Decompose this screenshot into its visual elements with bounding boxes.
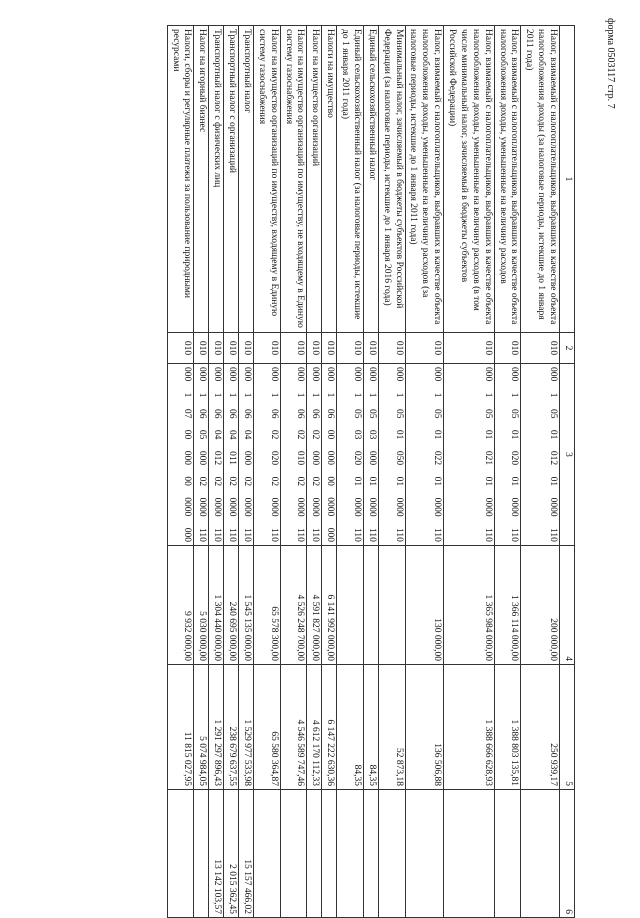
code-part: 000	[325, 450, 336, 465]
code-part: 1	[393, 392, 404, 398]
code-part: 04	[227, 430, 238, 440]
code-part: 1	[182, 392, 193, 398]
code-parts	[365, 367, 377, 542]
indicator-name: Налог, взимаемый с налогоплательщиков, выбравших в качестве объекта налогообложения доходы, уменьшенные на величину расходов	[494, 26, 521, 333]
code-part: 0000	[182, 497, 193, 517]
code-part: 1	[295, 392, 306, 398]
indicator-name: Налог, взимаемый с налогоплательщиков, выбравших в качестве объекта налогообложения доходы (за налоговые периоды, истекшие до 1 января 2011 года)	[521, 26, 560, 333]
code-part: 01	[432, 476, 443, 487]
code-part: 01	[482, 429, 493, 440]
code-parts	[309, 367, 321, 542]
code-part: 0000	[325, 497, 336, 517]
executed-amount: 11 815 027,95	[167, 665, 194, 790]
budget-classification-code	[167, 364, 194, 546]
code-part: 110	[212, 528, 223, 542]
executed-amount: 250 939,17	[521, 665, 560, 790]
code-part: 000	[352, 367, 362, 382]
code-part: 02	[268, 476, 279, 487]
code-part: 110	[548, 528, 559, 542]
code-part: 02	[197, 476, 208, 487]
code-part: 110	[227, 528, 238, 542]
code-part: 000	[325, 527, 336, 542]
code-part: 00	[182, 429, 193, 440]
unexecuted-amount	[167, 790, 194, 918]
indicator-name: Налог на игорный бизнес	[194, 26, 209, 333]
indicator-name: Налог, взимаемый с налогоплательщиков, выбравших в качестве объекта налогообложения доходы, уменьшенные на величину расходов (за налоговые периоды, истекшие до 1 января 2011 года)	[405, 26, 444, 333]
approved-amount	[378, 546, 405, 665]
approved-amount: 9 932 000,00	[167, 546, 194, 665]
approved-amount: 130 000,00	[405, 546, 444, 665]
code-part: 1	[325, 392, 336, 398]
table-row	[494, 26, 521, 918]
line-code: 010	[378, 333, 405, 364]
code-parts	[196, 367, 208, 542]
budget-classification-code	[239, 364, 254, 546]
budget-classification-code	[307, 364, 322, 546]
table-row	[209, 26, 224, 918]
code-parts	[294, 367, 306, 542]
line-code: 010	[224, 333, 239, 364]
table-row	[337, 26, 364, 918]
code-part: 02	[268, 429, 279, 440]
executed-amount: 6 147 222 630,36	[322, 665, 337, 790]
unexecuted-amount	[378, 790, 405, 918]
approved-amount: 1 304 440 000,00	[209, 546, 224, 665]
code-part: 000	[242, 367, 252, 382]
code-part: 06	[227, 409, 238, 419]
code-part: 04	[242, 429, 252, 440]
code-part: 0000	[197, 497, 208, 517]
code-part: 000	[227, 367, 238, 382]
line-code: 010	[494, 333, 521, 364]
line-code: 010	[307, 333, 322, 364]
rotated-report	[75, 25, 575, 914]
code-part: 000	[182, 450, 193, 465]
indicator-name: Налог, взимаемый с налогоплательщиков, выбравших в качестве объекта налогообложения доходы, уменьшенные на величину расходов (в том числе минимальный налог, зачисляемый в бюджеты субъектов Российской Федерации)	[444, 26, 495, 333]
code-part: 0000	[227, 497, 238, 517]
code-part: 02	[310, 429, 321, 440]
code-part: 07	[182, 408, 193, 419]
code-part: 06	[197, 408, 208, 419]
budget-classification-code	[337, 364, 364, 546]
budget-classification-code	[364, 364, 379, 546]
table-row	[167, 26, 194, 918]
indicator-name: Минимальный налог, зачисляемый в бюджеты субъектов Российской Федерации (за налоговые периоды, истекшие до 1 января 2016 года)	[378, 26, 405, 333]
budget-classification-code	[378, 364, 405, 546]
executed-amount: 5 074 984,05	[194, 665, 209, 790]
unexecuted-amount	[494, 790, 521, 918]
budget-classification-code	[405, 364, 444, 546]
revenue-table	[167, 25, 575, 918]
code-part: 0000	[352, 497, 362, 517]
unexecuted-amount	[364, 790, 379, 918]
code-part: 05	[432, 408, 443, 419]
code-part: 000	[197, 367, 208, 382]
unexecuted-amount	[280, 790, 307, 918]
code-part: 05	[366, 408, 377, 419]
table-row	[280, 26, 307, 918]
line-code: 010	[444, 333, 495, 364]
code-part: 000	[182, 527, 193, 542]
approved-amount: 65 578 300,00	[254, 546, 281, 665]
unexecuted-amount	[254, 790, 281, 918]
header-col-1: 1	[560, 26, 575, 333]
code-part: 0000	[548, 497, 559, 517]
approved-amount	[364, 546, 379, 665]
line-code: 010	[239, 333, 254, 364]
code-part: 000	[268, 367, 279, 382]
code-part: 0000	[242, 497, 252, 517]
code-part: 06	[242, 408, 252, 419]
code-part: 01	[393, 476, 404, 487]
code-part: 020	[509, 450, 520, 466]
code-part: 0000	[268, 497, 279, 517]
code-part: 06	[212, 408, 223, 419]
executed-amount: 4 612 170 112,33	[307, 665, 322, 790]
approved-amount: 5 030 000,00	[194, 546, 209, 665]
code-part: 000	[197, 450, 208, 466]
code-part: 012	[212, 450, 223, 466]
table-row	[254, 26, 281, 918]
code-parts	[508, 367, 520, 542]
code-part: 05	[482, 408, 493, 419]
indicator-name: Транспортный налог	[239, 26, 254, 333]
line-code: 010	[194, 333, 209, 364]
code-part: 110	[432, 528, 443, 542]
budget-classification-code	[280, 364, 307, 546]
code-parts	[546, 367, 558, 542]
code-part: 01	[548, 429, 559, 440]
unexecuted-amount	[307, 790, 322, 918]
code-part: 01	[509, 429, 520, 440]
unexecuted-amount: 2 015 362,45	[224, 790, 239, 918]
code-part: 000	[366, 450, 377, 466]
code-part: 1	[509, 392, 520, 398]
budget-classification-code	[194, 364, 209, 546]
code-parts	[267, 367, 279, 542]
code-part: 06	[295, 408, 306, 419]
code-part: 110	[509, 528, 520, 542]
code-part: 05	[393, 408, 404, 419]
indicator-name: Транспортный налог с организаций	[224, 26, 239, 333]
executed-amount: 1 529 977 533,98	[239, 665, 254, 790]
table-row	[224, 26, 239, 918]
code-part: 06	[310, 408, 321, 419]
executed-amount: 4 546 589 747,46	[280, 665, 307, 790]
code-part: 1	[310, 392, 321, 398]
code-part: 02	[227, 476, 238, 486]
code-part: 05	[509, 408, 520, 419]
code-part: 06	[268, 408, 279, 419]
code-part: 02	[295, 476, 306, 487]
table-row	[322, 26, 337, 918]
code-part: 110	[393, 528, 404, 542]
code-part: 1	[482, 392, 493, 398]
line-code: 010	[405, 333, 444, 364]
indicator-name: Транспортный налог с физических лиц	[209, 26, 224, 333]
code-part: 01	[352, 476, 362, 487]
budget-classification-code	[224, 364, 239, 546]
code-part: 01	[548, 476, 559, 487]
code-part: 110	[197, 528, 208, 542]
code-part: 0000	[366, 497, 377, 517]
executed-amount: 1 388 666 628,93	[444, 665, 495, 790]
budget-classification-code	[322, 364, 337, 546]
code-parts	[430, 367, 442, 542]
code-part: 01	[482, 476, 493, 487]
line-code: 010	[280, 333, 307, 364]
code-part: 110	[310, 528, 321, 542]
indicator-name: Налоги на имущество	[322, 26, 337, 333]
header-col-3: 3	[560, 364, 575, 546]
code-part: 110	[268, 528, 279, 542]
indicator-name: Единый сельскохозяйственный налог (за налоговые периоды, истекшие до 1 января 2011 года)	[337, 26, 364, 333]
code-part: 0000	[509, 497, 520, 517]
code-part: 011	[227, 451, 238, 465]
code-part: 1	[227, 392, 238, 398]
code-part: 03	[366, 429, 377, 440]
unexecuted-amount	[521, 790, 560, 918]
executed-amount: 238 679 637,55	[224, 665, 239, 790]
code-part: 02	[295, 429, 306, 440]
budget-classification-code	[254, 364, 281, 546]
code-part: 110	[295, 528, 306, 542]
code-part: 03	[352, 429, 362, 440]
code-part: 00	[182, 476, 193, 486]
code-part: 05	[197, 429, 208, 440]
code-part: 06	[325, 408, 336, 419]
header-col-4: 4	[560, 546, 575, 665]
header-col-6: 6	[560, 790, 575, 918]
code-parts	[323, 367, 335, 542]
code-part: 1	[242, 392, 252, 398]
unexecuted-amount	[405, 790, 444, 918]
code-parts	[350, 367, 362, 542]
table-row	[521, 26, 560, 918]
code-part: 00	[325, 476, 336, 486]
code-part: 110	[242, 528, 252, 542]
table-row	[364, 26, 379, 918]
unexecuted-amount	[337, 790, 364, 918]
approved-amount: 6 141 992 000,00	[322, 546, 337, 665]
code-part: 0000	[310, 497, 321, 517]
code-part: 1	[548, 392, 559, 398]
code-part: 000	[366, 367, 377, 382]
code-part: 01	[393, 429, 404, 440]
budget-classification-code	[444, 364, 495, 546]
executed-amount: 84,35	[337, 665, 364, 790]
table-row	[307, 26, 322, 918]
code-part: 021	[482, 450, 493, 466]
code-part: 00	[325, 429, 336, 440]
code-part: 000	[182, 367, 193, 382]
code-part: 000	[548, 367, 559, 382]
code-part: 01	[432, 429, 443, 440]
code-part: 02	[242, 476, 252, 487]
line-code: 010	[521, 333, 560, 364]
table-row	[239, 26, 254, 918]
table-row	[194, 26, 209, 918]
unexecuted-amount	[322, 790, 337, 918]
approved-amount: 1 365 984 000,00	[444, 546, 495, 665]
executed-amount: 52 873,18	[378, 665, 405, 790]
code-parts	[210, 367, 222, 542]
header-col-2: 2	[560, 333, 575, 364]
code-part: 000	[482, 367, 493, 382]
code-part: 022	[432, 450, 443, 466]
line-code: 010	[364, 333, 379, 364]
approved-amount: 4 526 248 700,00	[280, 546, 307, 665]
budget-classification-code	[494, 364, 521, 546]
code-part: 05	[352, 408, 362, 419]
code-part: 01	[509, 476, 520, 487]
code-part: 02	[212, 476, 223, 487]
header-row	[560, 26, 575, 918]
code-part: 0000	[393, 497, 404, 517]
approved-amount: 4 591 827 000,00	[307, 546, 322, 665]
code-part: 0000	[482, 497, 493, 517]
code-part: 0000	[295, 497, 306, 517]
line-code: 010	[322, 333, 337, 364]
code-part: 000	[509, 367, 520, 382]
code-part: 1	[366, 392, 377, 398]
line-code: 010	[209, 333, 224, 364]
code-part: 1	[352, 392, 362, 398]
unexecuted-amount: 15 157 466,02	[239, 790, 254, 918]
code-part: 000	[212, 367, 223, 382]
executed-amount: 1 291 297 896,43	[209, 665, 224, 790]
code-part: 110	[366, 528, 377, 542]
code-part: 1	[268, 392, 279, 398]
code-parts	[240, 367, 252, 542]
code-part: 050	[393, 450, 404, 466]
code-part: 000	[295, 367, 306, 382]
code-part: 000	[242, 450, 252, 466]
form-label: форма 0503117 стр. 7	[605, 18, 616, 109]
line-code: 010	[167, 333, 194, 364]
code-part: 01	[366, 476, 377, 487]
unexecuted-amount	[444, 790, 495, 918]
executed-amount: 84,35	[364, 665, 379, 790]
table-row	[378, 26, 405, 918]
code-part: 1	[197, 392, 208, 398]
line-code: 010	[254, 333, 281, 364]
code-part: 110	[352, 528, 362, 542]
indicator-name: Налог на имущество организаций по имуществу, входящему в Единую систему газоснабжения	[254, 26, 281, 333]
indicator-name: Единый сельскохозяйственный налог	[364, 26, 379, 333]
code-parts	[225, 367, 237, 542]
indicator-name: Налог на имущество организаций	[307, 26, 322, 333]
code-parts	[181, 367, 193, 542]
code-part: 010	[295, 450, 306, 466]
approved-amount: 200 000,00	[521, 546, 560, 665]
executed-amount: 65 580 364,87	[254, 665, 281, 790]
code-part: 1	[432, 392, 443, 398]
code-part: 000	[325, 367, 336, 382]
indicator-name: Налоги, сборы и регулярные платежи за пользование природными ресурсами	[167, 26, 194, 333]
unexecuted-amount	[194, 790, 209, 918]
code-part: 05	[548, 408, 559, 419]
executed-amount: 1 388 803 135,81	[494, 665, 521, 790]
approved-amount	[337, 546, 364, 665]
code-part: 000	[432, 367, 443, 382]
code-part: 012	[548, 450, 559, 466]
code-part: 0000	[432, 497, 443, 517]
table-row	[444, 26, 495, 918]
code-part: 0000	[212, 497, 223, 517]
code-parts	[481, 367, 493, 542]
budget-classification-code	[209, 364, 224, 546]
code-part: 020	[268, 450, 279, 466]
indicator-name: Налог на имущество организаций по имуществу, не входящему в Единую систему газоснабжения	[280, 26, 307, 333]
header-col-5: 5	[560, 665, 575, 790]
table-row	[405, 26, 444, 918]
code-part: 020	[352, 450, 362, 466]
executed-amount: 136 506,88	[405, 665, 444, 790]
code-part: 000	[310, 450, 321, 466]
unexecuted-amount: 13 142 103,57	[209, 790, 224, 918]
code-part: 04	[212, 429, 223, 440]
code-parts	[392, 367, 404, 542]
code-part: 1	[212, 392, 223, 398]
code-part: 000	[393, 367, 404, 382]
approved-amount: 1 366 114 000,00	[494, 546, 521, 665]
code-part: 000	[310, 367, 321, 382]
line-code: 010	[337, 333, 364, 364]
approved-amount: 1 545 135 000,00	[239, 546, 254, 665]
approved-amount: 240 695 000,00	[224, 546, 239, 665]
budget-classification-code	[521, 364, 560, 546]
table-body	[167, 26, 559, 918]
code-part: 02	[310, 476, 321, 487]
code-part: 110	[482, 528, 493, 542]
